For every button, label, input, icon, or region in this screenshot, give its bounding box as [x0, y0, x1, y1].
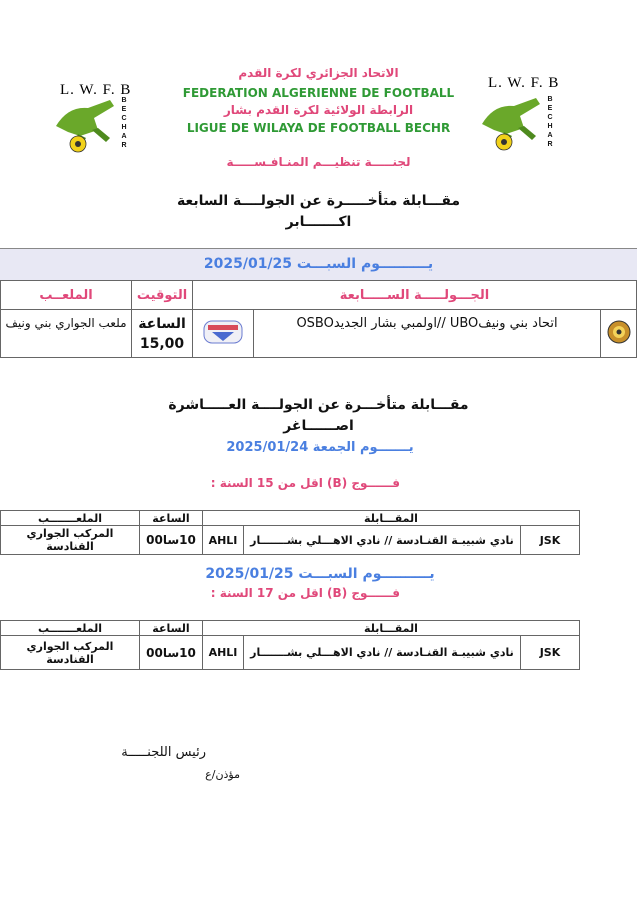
initials: مؤذن/ع	[205, 768, 240, 781]
section3-col-venue: الملعـــــــب	[1, 621, 140, 636]
section3-time: 10سا00	[140, 636, 203, 670]
section2-col-time: الساعة	[140, 511, 203, 526]
section2-away-code: AHLI	[203, 526, 244, 555]
section1-match: اتحاد بني ونيفUBO //اولمبي بشار الجديدOSBO	[254, 310, 601, 358]
section1-time-label: الساعة	[138, 315, 186, 332]
section3-col-time: الساعة	[140, 621, 203, 636]
section2-table	[0, 510, 580, 555]
logo-text-right: L. W. F. B	[488, 75, 560, 91]
section3-date: يــــــــــوم السبـــت 2025/01/25	[205, 566, 435, 582]
fr-federation: FEDERATION ALGERIENNE DE FOOTBALL	[182, 86, 455, 100]
section1-time-value: 15,00	[139, 335, 185, 352]
section1-col-time: التوقيت	[132, 281, 193, 310]
section2-match: نادي شبيبـة القنـادسة // نادي الاهـــلي بشـــــــار	[244, 526, 521, 555]
section1-time-cell	[132, 310, 193, 358]
section2-col-venue: الملعـــــــب	[1, 511, 140, 526]
section3-venue: المركب الجواري القنادسة	[1, 636, 140, 670]
section1-date: يــــــــــوم السبـــت 2025/01/25	[203, 256, 434, 272]
section3-group: فــــــوج (B) اقل من 17 السنة :	[210, 586, 400, 600]
section2-date: يـــــــوم الجمعة 2025/01/24	[226, 440, 414, 455]
section3-col-match: المقـــابلة	[203, 621, 580, 636]
section1-venue: ملعب الجواري بني ونيف	[1, 310, 132, 358]
ubo-club-icon	[606, 319, 632, 345]
section3-home-code: JSK	[521, 636, 580, 670]
logo-sub-left: B E C H A R	[121, 97, 127, 149]
section2-group: فــــــوج (B) اقل من 15 السنة :	[210, 476, 400, 490]
logo-sub-right: B E C H A R	[547, 96, 553, 148]
section1-table	[0, 280, 637, 358]
section2-venue: المركب الجواري القنادسة	[1, 526, 140, 555]
section2-category: اصــــــاغر	[283, 418, 354, 434]
ubo-badge-cell	[601, 310, 637, 358]
osbo-badge-cell	[193, 310, 254, 358]
section1-title: مقـــابلة متأخـــــرة عن الجولــــة السابعة	[176, 193, 461, 209]
section1-col-venue: الملعــب	[1, 281, 132, 310]
section2-col-match: المقـــابلة	[203, 511, 580, 526]
logo-text-left: L. W. F. B	[60, 82, 132, 98]
president-signature-label: رئيس اللجنـــــة	[121, 745, 206, 760]
osbo-club-icon	[200, 317, 246, 347]
section1-date-banner	[0, 248, 637, 281]
fr-league: LIGUE DE WILAYA DE FOOTBALL BECHR	[186, 121, 451, 135]
ar-league: الرابطة الولائية لكرة القدم بشار	[223, 103, 414, 117]
section3-table	[0, 620, 580, 670]
section2-home-code: JSK	[521, 526, 580, 555]
section3-match: نادي شبيبـة القنـادسة // نادي الاهـــلي بشـــــــار	[244, 636, 521, 670]
section2-title: مقـــابلة متأخـــرة عن الجولــــة العـــــاشرة	[168, 397, 469, 413]
section1-col-round: الجـــولـــــة الســـــابعة	[193, 281, 637, 310]
section1-category: اكـــــــابر	[285, 214, 352, 230]
ar-federation: الاتحاد الجزائري لكرة القدم	[238, 66, 399, 80]
section2-time: 10سا00	[140, 526, 203, 555]
committee-name: لجنـــــة تنظيـــم المنـافـســـــة	[226, 155, 411, 169]
section3-away-code: AHLI	[203, 636, 244, 670]
